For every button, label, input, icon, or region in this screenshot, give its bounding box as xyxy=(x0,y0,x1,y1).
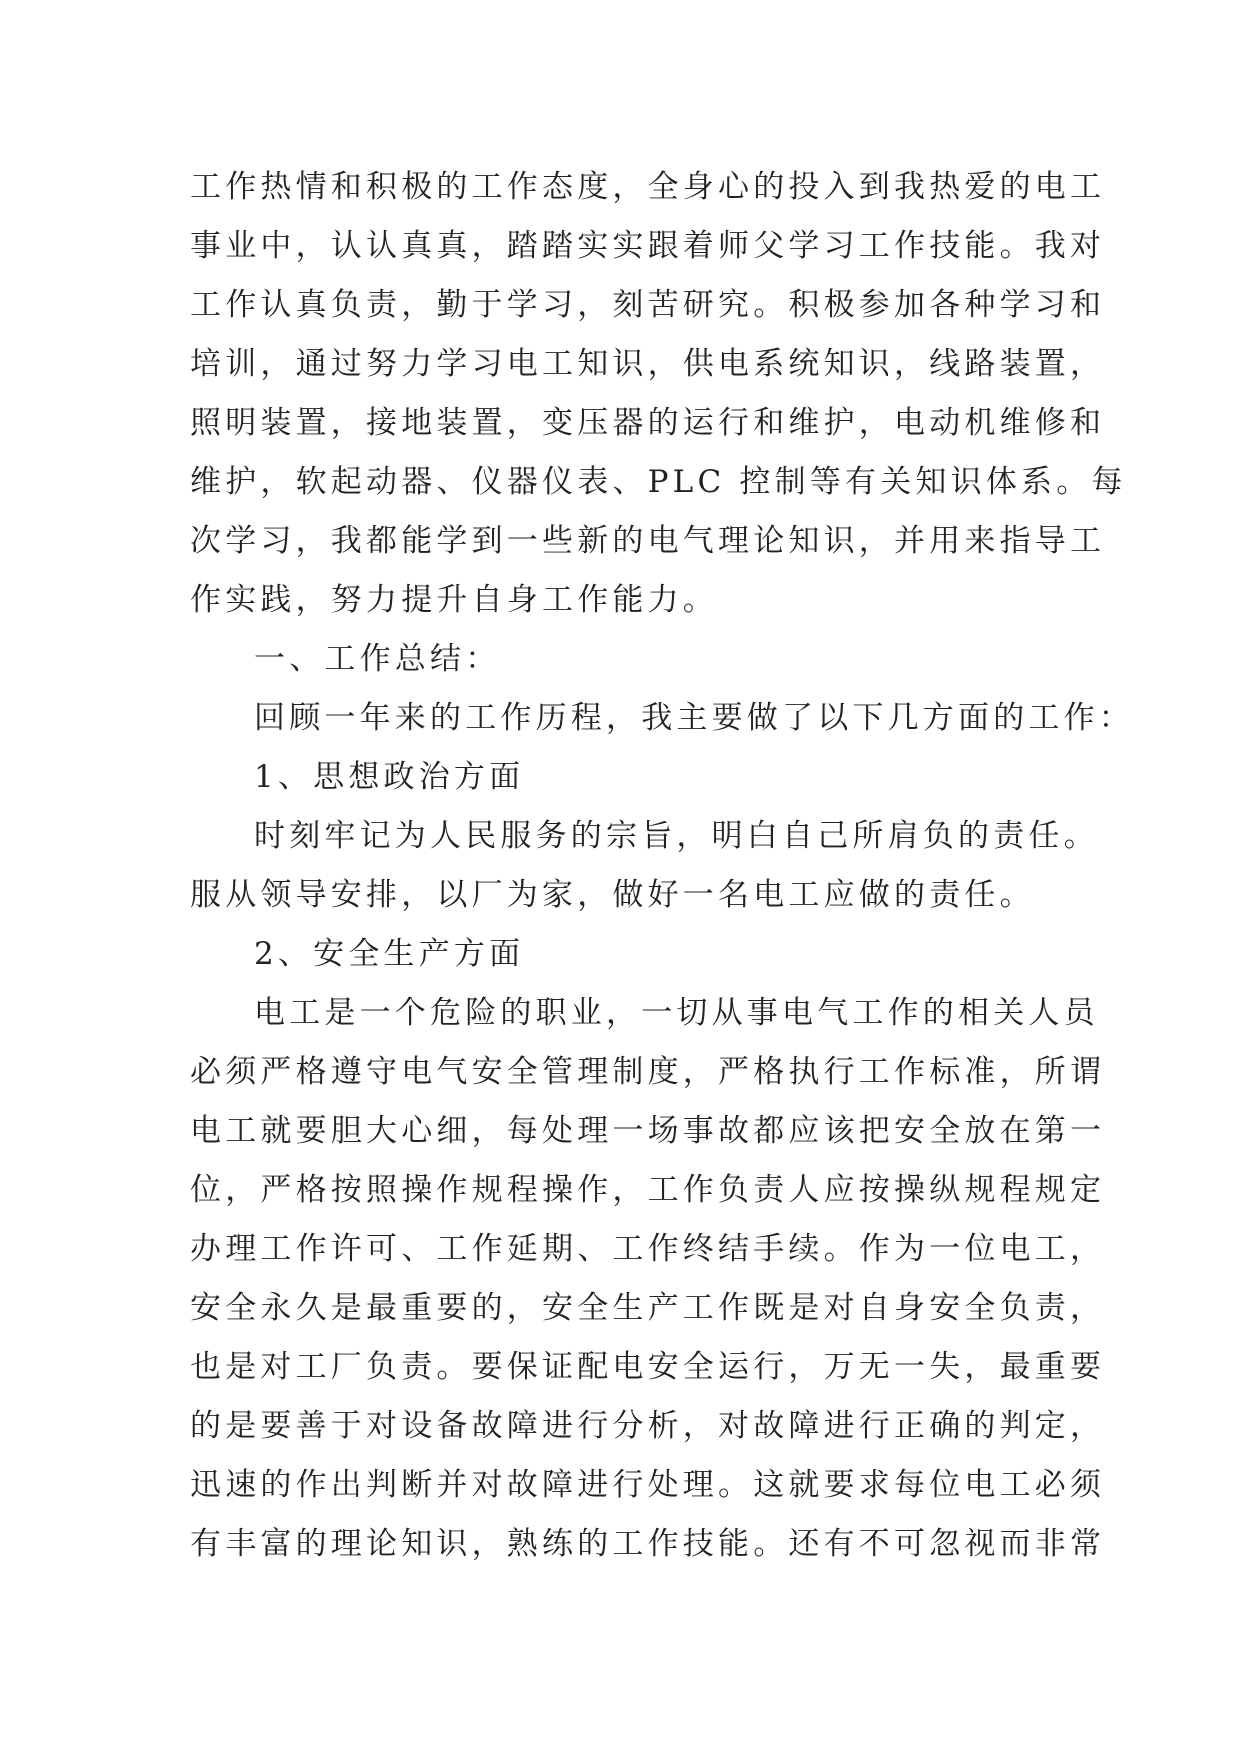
paragraph-line: 服从领导安排，以厂为家，做好一名电工应做的责任。 xyxy=(190,877,1035,913)
paragraph-line: 事业中，认认真真，踏踏实实跟着师父学习工作技能。我对 xyxy=(190,228,1106,264)
paragraph-line: 迅速的作出判断并对故障进行处理。这就要求每位电工必须 xyxy=(190,1467,1106,1503)
subsection-heading: 1、思想政治方面 xyxy=(254,759,525,795)
paragraph-line: 电工是一个危险的职业，一切从事电气工作的相关人员 xyxy=(254,995,1099,1031)
paragraph-line: 照明装置，接地装置，变压器的运行和维护，电动机维修和 xyxy=(190,405,1106,441)
paragraph-line: 维护，软起动器、仪器仪表、PLC 控制等有关知识体系。每 xyxy=(190,464,1127,500)
paragraph-line: 有丰富的理论知识，熟练的工作技能。还有不可忽视而非常 xyxy=(190,1526,1106,1562)
paragraph-line: 的是要善于对设备故障进行分析，对故障进行正确的判定， xyxy=(190,1408,1106,1444)
paragraph-line: 电工就要胆大心细，每处理一场事故都应该把安全放在第一 xyxy=(190,1113,1106,1149)
body-text xyxy=(190,158,1134,1574)
paragraph-line: 作实践，努力提升自身工作能力。 xyxy=(190,582,718,618)
paragraph-line: 必须严格遵守电气安全管理制度，严格执行工作标准，所谓 xyxy=(190,1054,1106,1090)
paragraph-line: 次学习，我都能学到一些新的电气理论知识，并用来指导工 xyxy=(190,523,1106,559)
paragraph-line: 时刻牢记为人民服务的宗旨，明白自己所肩负的责任。 xyxy=(254,818,1099,854)
paragraph-line: 回顾一年来的工作历程，我主要做了以下几方面的工作： xyxy=(254,700,1134,736)
paragraph-line: 培训，通过努力学习电工知识，供电系统知识，线路装置， xyxy=(190,346,1106,382)
section-heading: 一、工作总结： xyxy=(254,641,501,677)
subsection-heading: 2、安全生产方面 xyxy=(254,936,525,972)
paragraph-line: 工作热情和积极的工作态度，全身心的投入到我热爱的电工 xyxy=(190,169,1106,205)
paragraph-line: 办理工作许可、工作延期、工作终结手续。作为一位电工， xyxy=(190,1231,1106,1267)
paragraph-line: 工作认真负责，勤于学习，刻苦研究。积极参加各种学习和 xyxy=(190,287,1106,323)
paragraph-line: 位，严格按照操作规程操作，工作负责人应按操纵规程规定 xyxy=(190,1172,1106,1208)
paragraph-line: 安全永久是最重要的，安全生产工作既是对自身安全负责， xyxy=(190,1290,1106,1326)
paragraph-line: 也是对工厂负责。要保证配电安全运行，万无一失，最重要 xyxy=(190,1349,1106,1385)
